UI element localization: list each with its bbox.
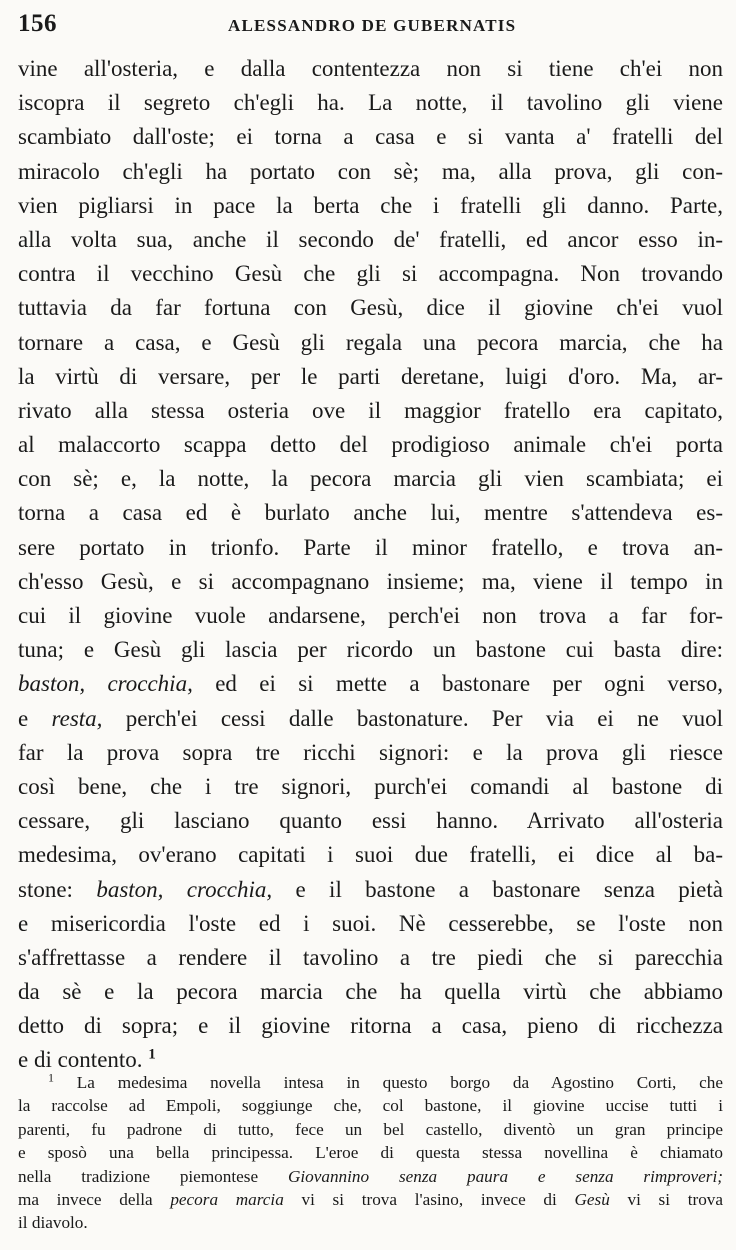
footnote-line: [18, 1071, 723, 1094]
body-line: la virtù di versare, per le parti deretane, luigi d'oro. Ma, ar-: [18, 363, 723, 389]
body-line: medesima, ov'erano capitati i suoi due fratelli, ei dice al ba-: [18, 842, 723, 868]
body-line: scambiato dall'oste; ei torna a casa e si vanta a' fratelli del: [18, 124, 723, 150]
body-line: [18, 702, 723, 736]
body-line: s'affrettasse a rendere il tavolino a tre piedi che si parecchia: [18, 944, 723, 970]
body-text: [18, 52, 723, 1078]
body-line: da sè e la pecora marcia che ha quella virtù che abbiamo: [18, 979, 723, 1005]
line-text: ed ei si mette a bastonare per ogni verso,: [192, 671, 723, 697]
footnote-reference[interactable]: 1: [148, 1046, 156, 1063]
body-line: detto di sopra; e il giovine ritorna a casa, pieno di ricchezza: [18, 1013, 723, 1039]
italic-phrase: Gesù: [574, 1189, 610, 1209]
footnote-line: [18, 1165, 723, 1188]
line-text: perch'ei cessi dalle bastonature. Per via ei ne vuol: [102, 705, 723, 731]
body-line: far la prova sopra tre ricchi signori: e la prova gli riesce: [18, 739, 723, 765]
body-line: torna a casa ed è burlato anche lui, mentre s'attendeva es-: [18, 500, 723, 526]
body-line: alla volta sua, anche il secondo de' fratelli, ed ancor esso in-: [18, 226, 723, 252]
running-head: ALESSANDRO DE GUBERNATIS: [228, 16, 517, 35]
body-line: così bene, che i tre signori, purch'ei comandi al bastone di: [18, 773, 723, 799]
body-line: sere portato in trionfo. Parte il minor fratello, e trova an-: [18, 534, 723, 560]
body-line: tuttavia da far fortuna con Gesù, dice il giovine ch'ei vuol: [18, 295, 723, 321]
line-text: ma invece della: [18, 1189, 171, 1209]
italic-phrase: pecora marcia: [170, 1189, 284, 1209]
italic-phrase: baston, crocchia,: [96, 876, 273, 902]
line-text: La medesima novella intesa in questo borgo da Agostino Corti, che: [76, 1073, 723, 1092]
body-line: cessare, gli lasciano quanto essi hanno. Arrivato all'osteria: [18, 808, 723, 834]
body-line: al malaccorto scappa detto del prodigioso animale ch'ei porta: [18, 432, 723, 458]
body-line: tuna; e Gesù gli lascia per ricordo un bastone cui basta dire:: [18, 637, 723, 663]
body-line: miracolo ch'egli ha portato con sè; ma, alla prova, gli con-: [18, 158, 723, 184]
footnote-block: [18, 1071, 723, 1235]
footnote-line: e sposò una bella principessa. L'eroe di questa stessa novellina è chiamato: [18, 1143, 723, 1163]
body-line: [18, 873, 723, 907]
body-line: cui il giovine vuole andarsene, perch'ei non trova a far for-: [18, 603, 723, 628]
line-text: e: [18, 705, 52, 731]
body-line: e misericordia l'oste ed i suoi. Nè cesserebbe, se l'oste non: [18, 910, 723, 936]
footnote-marker: 1: [48, 1071, 54, 1085]
body-line: ch'esso Gesù, e si accompagnano insieme; ma, viene il tempo in: [18, 568, 723, 594]
body-line: contra il vecchino Gesù che gli si accompagna. Non trovando: [18, 261, 723, 287]
footnote-line: parenti, fu padrone di tutto, fece un bel castello, diventò un gran principe: [18, 1119, 723, 1139]
italic-phrase: baston, crocchia,: [18, 671, 193, 697]
footnote-line: la raccolse ad Empoli, soggiunge che, col bastone, il giovine uccise tutti i: [18, 1096, 723, 1116]
page-header: [18, 8, 718, 42]
footnote-line: [18, 1188, 723, 1211]
line-text: e di contento.: [18, 1047, 143, 1073]
italic-phrase: resta,: [51, 705, 103, 731]
italic-phrase: Giovannino senza paura e senza rimproveri;: [287, 1166, 723, 1186]
body-line: vien pigliarsi in pace la berta che i fratelli gli danno. Parte,: [18, 192, 723, 218]
page-number: 156: [18, 10, 57, 37]
line-text: vi si trova: [609, 1189, 723, 1209]
line-text: e il bastone a bastonare senza pietà: [272, 876, 723, 902]
body-line: [18, 667, 723, 701]
line-text: stone:: [18, 876, 97, 902]
body-line: rivato alla stessa osteria ove il maggior fratello era capitato,: [18, 397, 723, 423]
body-line: con sè; e, la notte, la pecora marcia gli vien scambiata; ei: [18, 466, 723, 492]
footnote-line: il diavolo.: [18, 1213, 88, 1233]
body-line: tornare a casa, e Gesù gli regala una pecora marcia, che ha: [18, 329, 723, 355]
body-line: vine all'osteria, e dalla contentezza non si tiene ch'ei non: [18, 56, 723, 81]
body-line: iscopra il segreto ch'egli ha. La notte, il tavolino gli viene: [18, 90, 723, 116]
line-text: nella tradizione piemontese: [18, 1166, 288, 1186]
line-text: vi si trova l'asino, invece di: [283, 1189, 575, 1209]
